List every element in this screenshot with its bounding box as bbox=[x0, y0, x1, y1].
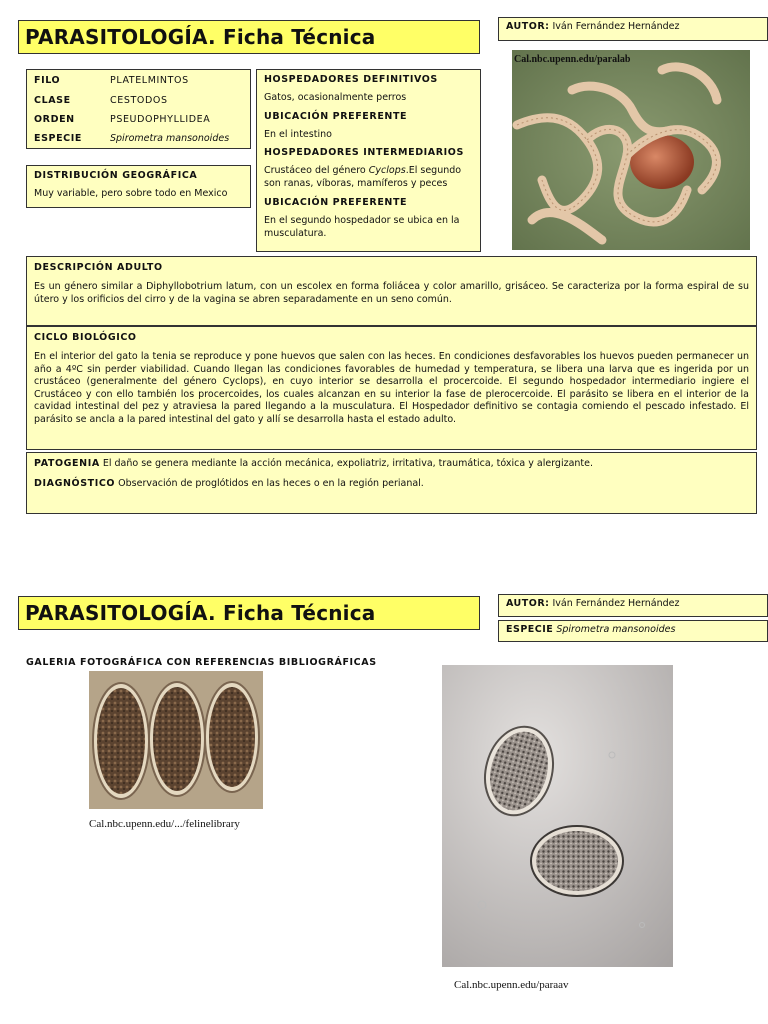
photo-caption: Cal.nbc.upenn.edu/paralab bbox=[514, 54, 631, 65]
biological-cycle-box bbox=[26, 326, 757, 450]
adult-description-text: Es un género similar a Diphyllobotrium latum, con un escolex en forma foliácea y color amarillo, grisáceo. Se caracteriza por la forma espiral de su útero y los orificios del cirro y de la vagina se abren separadamente en un seno común. bbox=[34, 281, 749, 305]
distribution-label: DISTRIBUCIÓN GEOGRÁFICA bbox=[34, 170, 198, 181]
diagnosis-text: Observación de proglótidos en las heces o en la región perianal. bbox=[118, 477, 424, 489]
location-text: En el intestino bbox=[264, 128, 332, 140]
author-label: AUTOR: bbox=[506, 598, 550, 609]
pathogenesis-line bbox=[34, 458, 749, 471]
caption-right: Cal.nbc.upenn.edu/paraav bbox=[454, 979, 569, 991]
eggs-image-right bbox=[442, 665, 673, 967]
taxonomy-key: ORDEN bbox=[34, 114, 75, 125]
taxonomy-value: CESTODOS bbox=[110, 95, 168, 106]
adult-description-label: DESCRIPCIÓN ADULTO bbox=[34, 262, 163, 273]
page2-author-box bbox=[498, 594, 768, 617]
eggs-micrograph-left bbox=[89, 671, 263, 809]
adult-worm-image bbox=[512, 50, 750, 250]
hosts-box bbox=[256, 69, 481, 252]
definitive-hosts-text: Gatos, ocasionalmente perros bbox=[264, 92, 407, 103]
page2-title: PARASITOLOGÍA. Ficha Técnica bbox=[18, 596, 480, 630]
biological-cycle-text: En el interior del gato la tenia se reproduce y pone huevos que salen con las heces. En condiciones desfavorables los huevos pueden permanecer un año a 4ºC sin perder viabilidad. Cuando llegan las condiciones favorables de humedad y temperatura, se libera una larva que es ingerida por un crustáceo (generalmente del género Cyclops), en cuyo interior se desarrolla el procercoide. El segundo hospedador intermediario ingiere el Crustáceo y con ello también los procercoides, los cuales alcanzan en su interior la fase de plerocercoide. El parásito se libera en el interior de la cavidad intestinal del pez y atraviesa la pared llegando a la musculatura. El Hospedador definitivo se contagia comiendo el pescado infestado. El parásito se ancla a la pared intestinal del gato y allí se desarrolla hasta el estado adulto. bbox=[34, 351, 749, 425]
caption-left: Cal.nbc.upenn.edu/.../felinelibrary bbox=[89, 818, 240, 830]
taxonomy-row-clase bbox=[34, 95, 71, 106]
page-title: PARASITOLOGÍA. Ficha Técnica bbox=[18, 20, 480, 54]
distribution-text: Muy variable, pero sobre todo en Mexico bbox=[34, 188, 228, 199]
biological-cycle-label: CICLO BIOLÓGICO bbox=[34, 332, 137, 343]
diagnosis-label: DIAGNÓSTICO bbox=[34, 477, 116, 489]
eggs-micrograph-right bbox=[442, 665, 673, 967]
diagnosis-line bbox=[34, 478, 749, 491]
taxonomy-row-especie bbox=[34, 133, 82, 144]
taxonomy-key: FILO bbox=[34, 75, 61, 86]
adult-worm-photo bbox=[512, 50, 750, 250]
pathogenesis-label: PATOGENIA bbox=[34, 458, 100, 469]
page2-species-box bbox=[498, 620, 768, 642]
pathogenesis-text: El daño se genera mediante la acción mecánica, expoliatriz, irritativa, traumática, tóxica y alergizante. bbox=[102, 458, 594, 469]
taxonomy-row-filo bbox=[34, 75, 60, 86]
author-name: Iván Fernández Hernández bbox=[552, 598, 680, 609]
location-text-2: En el segundo hospedador se ubica en la musculatura. bbox=[264, 215, 460, 239]
gallery-heading: GALERIA FOTOGRÁFICA CON REFERENCIAS BIBLIOGRÁFICAS bbox=[26, 657, 377, 668]
taxonomy-key: CLASE bbox=[34, 95, 71, 106]
eggs-image-left bbox=[89, 671, 263, 809]
intermediate-hosts-label: HOSPEDADORES INTERMEDIARIOS bbox=[264, 147, 464, 158]
author-name: Iván Fernández Hernández bbox=[552, 21, 680, 32]
species-name: Spirometra mansonoides bbox=[556, 624, 676, 635]
taxonomy-value: Spirometra mansonoides bbox=[110, 133, 230, 144]
intermediate-hosts-text: Crustáceo del género Cyclops.El segundo son ranas, víboras, mamíferos y peces bbox=[264, 165, 462, 189]
author-label: AUTOR: bbox=[506, 21, 550, 32]
species-label: ESPECIE bbox=[506, 624, 554, 635]
distribution-box bbox=[26, 165, 251, 208]
location-label-2: UBICACIÓN PREFERENTE bbox=[264, 197, 408, 208]
pathogenesis-box bbox=[26, 452, 757, 514]
author-box bbox=[498, 17, 768, 41]
taxonomy-key: ESPECIE bbox=[34, 133, 82, 144]
location-label: UBICACIÓN PREFERENTE bbox=[264, 110, 408, 122]
taxonomy-row-orden bbox=[34, 114, 75, 125]
taxonomy-value: PLATELMINTOS bbox=[110, 75, 189, 86]
taxonomy-value: PSEUDOPHYLLIDEA bbox=[110, 114, 211, 125]
taxonomy-box bbox=[26, 69, 251, 149]
definitive-hosts-label: HOSPEDADORES DEFINITIVOS bbox=[264, 74, 438, 85]
adult-description-box bbox=[26, 256, 757, 326]
